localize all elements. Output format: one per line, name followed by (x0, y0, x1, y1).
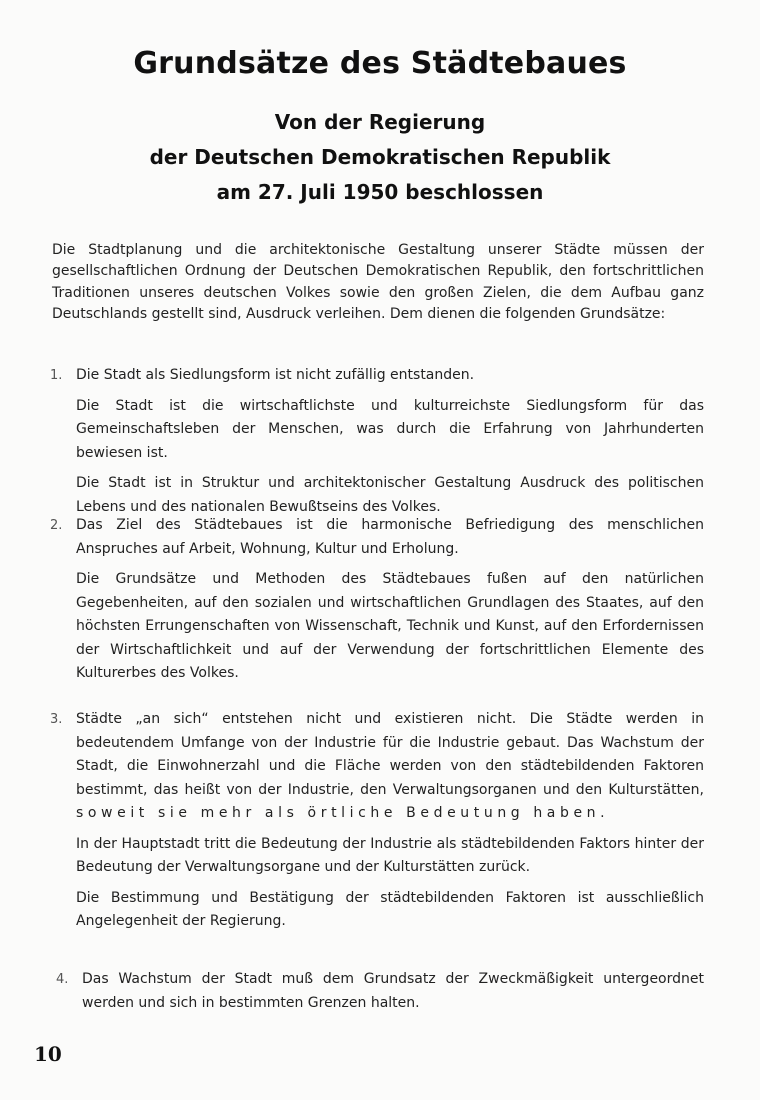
intro-paragraph: Die Stadtplanung und die architektonische Gestaltung unserer Städte müssen der gesellschaftlichen Ordnung der Deutschen Demokratischen Republik, den fortschrittlichen Traditionen unseres deutschen Volkes sowie den großen Zielen, die dem Aufbau ganz Deutschlands gestellt sind, Ausdruck verleihen. Dem dienen die folgenden Grundsätze: (52, 242, 704, 322)
item-2-paragraph-1: Das Ziel des Städtebaues ist die harmonische Befriedigung des menschlichen Anspruches auf Arbeit, Wohnung, Kultur und Erholung. (76, 517, 704, 557)
item-1-paragraph-3: Die Stadt ist in Struktur und architektonischer Gestaltung Ausdruck des politischen Lebens und des nationalen Bewußtseins des Volkes. (76, 475, 704, 515)
item-number-4: 4. (56, 972, 69, 987)
list-item-2 (76, 514, 704, 693)
item-3-paragraph-1-text: Städte „an sich“ entstehen nicht und existieren nicht. Die Städte werden in bedeutendem Umfange von der Industrie für die Industrie gebaut. Das Wachstum der Stadt, die Einwohnerzahl und die Fläche werden von den städtebildenden Faktoren bestimmt, das heißt von der Industrie, den Verwaltungsorganen und den Kulturstätten, (76, 711, 704, 798)
subtitle-line-2: der Deutschen Demokratischen Republik (149, 145, 611, 169)
item-3-paragraph-2: In der Hauptstadt tritt die Bedeutung der Industrie als städtebildenden Faktors hinter der Bedeutung der Verwaltungsorgane und der Kulturstätten zurück. (76, 835, 704, 875)
page-number: 10 (34, 1042, 62, 1066)
list-item-3 (76, 708, 704, 941)
item-2-paragraph-2: Die Grundsätze und Methoden des Städtebaues fußen auf den natürlichen Gegebenheiten, auf den sozialen und wirtschaftlichen Grundlagen des Staates, auf den höchsten Errungenschaften von Wissenschaft, Technik und Kunst, auf den Erfordernissen der Wirtschaftlichkeit und auf der Verwendung der fortschrittlichen Elemente des Kulturerbes des Volkes. (76, 571, 704, 681)
document-title: Grundsätze des Städtebaues (133, 46, 627, 81)
subtitle-line-1: Von der Regierung (274, 110, 486, 134)
list-item-4 (82, 968, 704, 1022)
subtitle-line-3: am 27. Juli 1950 beschlossen (216, 180, 544, 204)
item-3-paragraph-3: Die Bestimmung und Bestätigung der städtebildenden Faktoren ist ausschließlich Angelegenheit der Regierung. (76, 889, 704, 929)
item-number-1: 1. (50, 368, 63, 383)
item-1-paragraph-2: Die Stadt ist die wirtschaftlichste und kulturreichste Siedlungsform für das Gemeinschaftsleben der Menschen, was durch die Erfahrung von Jahrhunderten bewiesen ist. (76, 397, 704, 461)
item-number-2: 2. (50, 518, 63, 533)
list-item-1 (76, 364, 704, 526)
item-number-3: 3. (50, 712, 63, 727)
item-3-spaced-emphasis: soweit sie mehr als örtliche Bedeutung haben. (76, 805, 610, 821)
item-3-paragraph-1 (76, 708, 704, 826)
item-4-paragraph-1: Das Wachstum der Stadt muß dem Grundsatz der Zweckmäßigkeit untergeordnet werden und sich in bestimmten Grenzen halten. (82, 971, 704, 1011)
item-1-paragraph-1: Die Stadt als Siedlungsform ist nicht zufällig entstanden. (76, 367, 475, 383)
